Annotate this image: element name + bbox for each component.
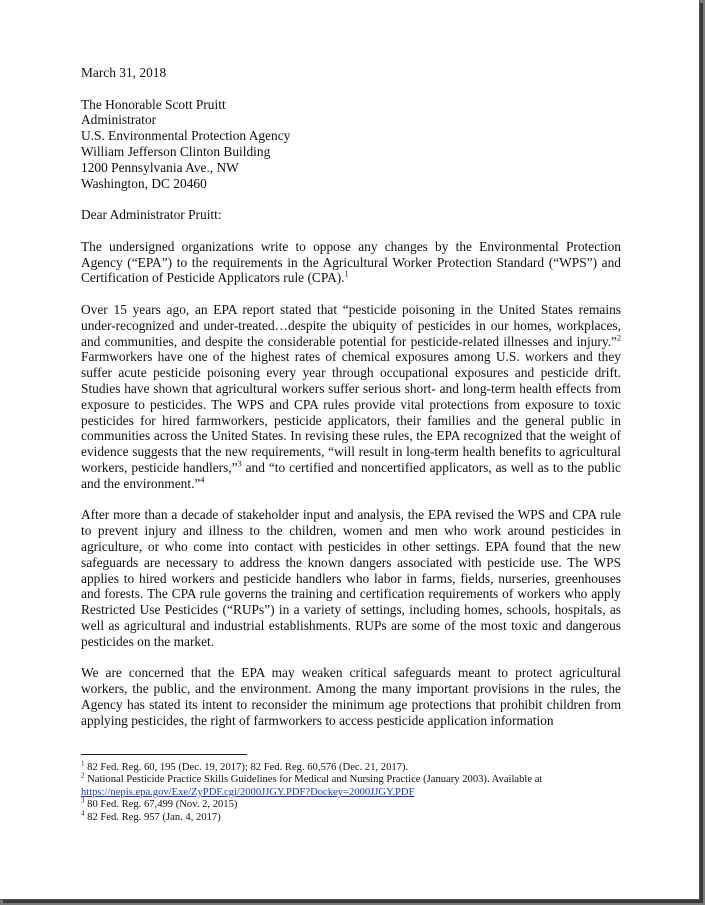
- salutation: Dear Administrator Pruitt:: [81, 207, 222, 223]
- footnote-ref: 3: [237, 459, 242, 469]
- footnote-3: [81, 796, 621, 811]
- address-line: The Honorable Scott Pruitt: [81, 96, 226, 112]
- footnote-number: 2: [81, 771, 85, 780]
- footnote-link[interactable]: https://nepis.epa.gov/Exe/ZyPDF.cgi/2000JJGY.PDF?Dockey=2000JJGY.PDF: [81, 786, 415, 798]
- paragraph-4: We are concerned that the EPA may weaken critical safeguards meant to protect agricultural workers, the public, and the environment. Among the many important provisions in the rules, the Agency has stated its intent to reconsider the minimum age protections that prohibit children from applying pesticides, the right of farmworkers to access pesticide application information: [81, 665, 621, 728]
- footnote-ref: 4: [200, 475, 205, 485]
- address-line: Washington, DC 20460: [81, 175, 207, 191]
- paragraph-text: The undersigned organizations write to oppose any changes by the Environmental Protection Agency (“EPA”) to the requirements in the Agricultural Worker Protection Standard (“WPS”) and Certification of Pesticide Applicators rule (CPA).: [81, 238, 621, 286]
- footnote-1: [81, 759, 621, 774]
- footnote-text: 82 Fed. Reg. 957 (Jan. 4, 2017): [87, 811, 221, 823]
- paragraph-1: [81, 239, 621, 286]
- footnote-ref: 2: [617, 333, 621, 343]
- recipient-address: [81, 97, 621, 192]
- footnote-number: 3: [81, 796, 85, 805]
- footnote-ref: 1: [344, 269, 349, 279]
- letter-date: March 31, 2018: [81, 65, 167, 80]
- footnote-number: 4: [81, 809, 85, 818]
- letter-body: [81, 65, 621, 744]
- address-line: William Jefferson Clinton Building: [81, 143, 271, 159]
- footnote-number: 1: [81, 759, 85, 768]
- paragraph-text: Over 15 years ago, an EPA report stated that “pesticide poisoning in the United States remains under-recognized and under-treated…despite the ubiquity of pesticides in our homes, workplaces, and communities, and despite the considerable potential for pesticide-related illnesses and injury.”: [81, 301, 621, 349]
- paragraph-2: [81, 302, 621, 492]
- paragraph-text: Farmworkers have one of the highest rates of chemical exposures among U.S. workers and they suffer acute pesticide poisoning every year through occupational exposures and pesticide drift. Studies have shown that agricultural workers suffer serious short- and long-term health effects from exposure to pesticides. The WPS and CPA rules provide vital protections from exposure to toxic pesticides for hired farmworkers, pesticide applicators, their families and the general public in communities across the United States. In revising these rules, the EPA recognized that the weight of evidence suggests that the new requirements, “will result in long-term health benefits to agricultural workers, pesticide handlers,”: [81, 349, 621, 475]
- footnotes: [81, 754, 621, 824]
- address-line: Administrator: [81, 112, 157, 128]
- footnote-text: 80 Fed. Reg. 67,499 (Nov. 2, 2015): [87, 799, 238, 811]
- paragraph-3: After more than a decade of stakeholder input and analysis, the EPA revised the WPS and CPA rule to prevent injury and illness to the children, women and men who work around pesticides in agriculture, or who come into contact with pesticides in other settings. EPA found that the new safeguards are necessary to address the known dangers associated with pesticide use. The WPS applies to hired workers and pesticide handlers who labor in farms, fields, nurseries, greenhouses and forests. The CPA rule governs the training and certification requirements of workers who apply Restricted Use Pesticides (“RUPs”) in a variety of settings, including homes, schools, hospitals, as well as agricultural and industrial establishments. RUPs are some of the most toxic and dangerous pesticides on the market.: [81, 507, 621, 649]
- footnote-text: National Pesticide Practice Skills Guidelines for Medical and Nursing Practice (January 2003). Available at: [87, 774, 543, 786]
- footnote-text: 82 Fed. Reg. 60, 195 (Dec. 19, 2017); 82 Fed. Reg. 60,576 (Dec. 21, 2017).: [87, 762, 409, 773]
- address-line: 1200 Pennsylvania Ave., NW: [81, 159, 239, 175]
- footnote-2: [81, 771, 621, 799]
- footnote-4: [81, 809, 621, 824]
- footnote-divider: [81, 754, 247, 755]
- paragraph-text: and “to certified and noncertified applicators, as well as to the public and the environment.”: [81, 459, 621, 491]
- address-line: U.S. Environmental Protection Agency: [81, 128, 291, 144]
